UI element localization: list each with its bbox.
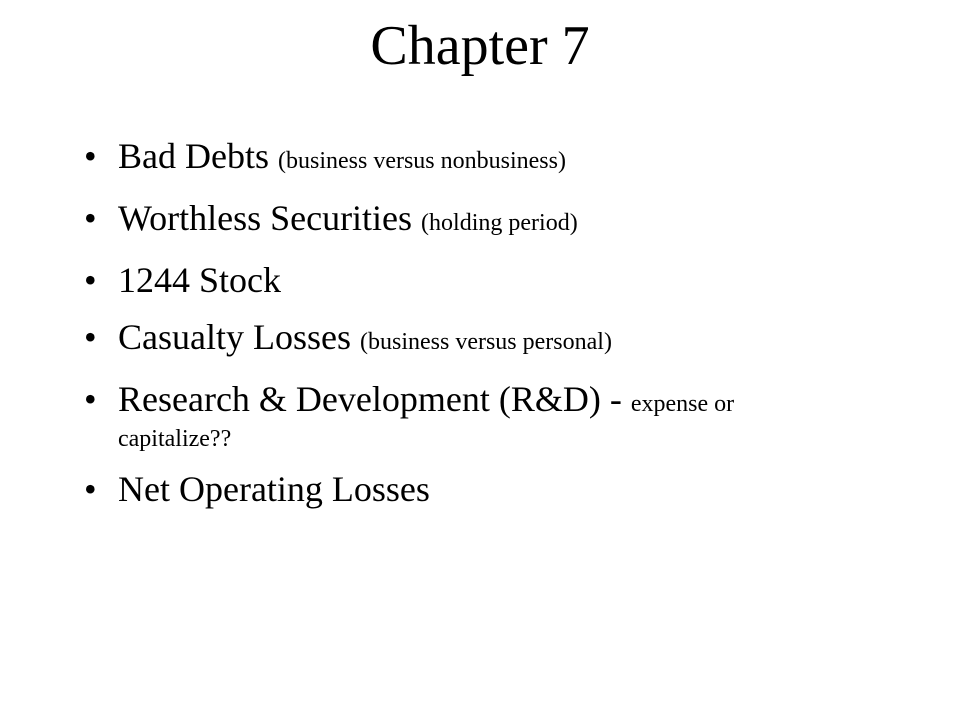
bullet-item-1244-stock (84, 258, 924, 302)
bullet-text: Worthless Securities (118, 198, 413, 238)
bullet-text: Bad Debts (118, 136, 269, 176)
bullet-mark: • (84, 260, 97, 300)
bullet-item-bad-debts (84, 134, 924, 183)
bullet-mark: • (84, 379, 97, 419)
bullet-note: (holding period) (421, 210, 578, 236)
bullet-note: expense or (630, 391, 735, 417)
bullet-item-worthless-securities (84, 196, 924, 245)
bullet-text: Research & Development (R&D) - (118, 379, 622, 419)
bullet-mark: • (84, 198, 97, 238)
bullet-item-research-development (84, 377, 924, 454)
bullet-text: 1244 Stock (118, 260, 282, 300)
slide-title: Chapter 7 (370, 15, 590, 77)
bullet-note: (business versus personal) (359, 329, 612, 355)
bullet-item-casualty-losses (84, 315, 924, 364)
bullet-item-net-operating-losses (84, 467, 924, 511)
bullet-mark: • (84, 317, 97, 357)
bullet-text: Net Operating Losses (118, 469, 430, 509)
bullet-mark: • (84, 469, 97, 509)
bullet-list (84, 134, 924, 524)
bullet-note: (business versus nonbusiness) (277, 148, 566, 174)
bullet-mark: • (84, 136, 97, 176)
bullet-note-continued: capitalize?? (118, 426, 232, 452)
bullet-text: Casualty Losses (118, 317, 351, 357)
